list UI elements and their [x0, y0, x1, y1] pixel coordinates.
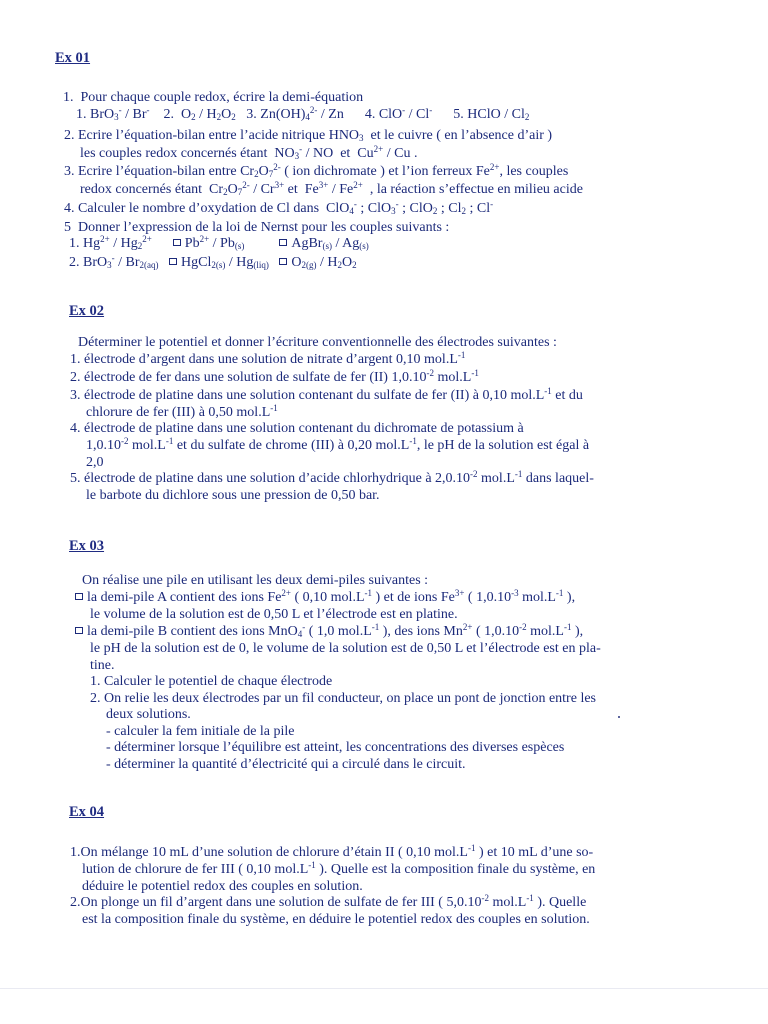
- ex02-line-1: Déterminer le potentiel et donner l’écriture conventionnelle des électrodes suivantes :: [78, 335, 557, 350]
- ex04-line-4: 2.On plonge un fil d’argent dans une solution de sulfate de fer III ( $5,0.10^{-2}$ $mol.L^{-1}$ ). Quelle: [70, 893, 587, 910]
- ex04-line-2: lution de chlorure de fer III ( 0,10 $mol.L^{-1}$ ). Quelle est la composition finale du système, en: [82, 860, 596, 877]
- ex04-heading: Ex 04: [69, 804, 105, 820]
- ex01-heading: Ex 01: [55, 50, 91, 66]
- ex02-line-6: 4. électrode de platine dans une solution contenant du dichromate de potassium à: [70, 421, 524, 436]
- ex01-line-10: 2. $BrO_3^- / Br_{2(aq)}$ HgCl$_{2(s)}$ / $Hg_{(liq)}$ $O_{2(g)} / H_2O_2$: [69, 253, 357, 270]
- bullet-icon: [75, 627, 83, 634]
- ex03-line-1: On réalise une pile en utilisant les deux demi-piles suivantes :: [82, 573, 429, 588]
- ex01-line-2: 1. BrO$_3$- / Br- 2. $O_2 / H_2O_2$ 3. $Zn(OH)_4^{2-}$ / Zn 4. ClO- / Cl- 5. HClO / $Cl_2$: [76, 105, 530, 122]
- bullet-icon: [173, 239, 181, 246]
- ex03-line-3: le volume de la solution est de 0,50 L et l’électrode est en platine.: [90, 607, 458, 622]
- ex03-line-6: tine.: [90, 658, 115, 673]
- ex01-line-7: 4. Calculer le nombre d’oxydation de Cl dans ClO$_4$- ; ClO$_3$- ; ClO$_2$ ; $Cl_2$ ; Cl-: [64, 199, 494, 216]
- ex03-line-11: - déterminer lorsque l’équilibre est atteint, les concentrations des diverses espèces: [106, 740, 565, 755]
- ex01-line-9: 1. $Hg^{2+} / Hg_2^{2+}$ $Pb^{2+} / Pb_{(s)}$ AgBr$_{(s)}$ / $Ag_{(s)}$: [69, 234, 369, 251]
- ex03-line-5: le pH de la solution est de 0, le volume de la solution est de 0,50 L et l’électrode est en pla-: [90, 641, 601, 656]
- ex02-line-2: 1. électrode d’argent dans une solution de nitrate d’argent 0,10 $mol.L^{-1}$: [70, 350, 466, 367]
- bullet-icon: [279, 258, 287, 265]
- ex01-line-5: 3. Ecrire l’équation-bilan entre $Cr_2O_7^{2-}$ ( ion dichromate ) et l’ion ferreux $Fe^{2+}$, les couples: [64, 162, 569, 179]
- ex03-line-10: - calculer la fem initiale de la pile: [106, 724, 295, 739]
- ex03-line-4: la demi-pile B contient des ions MnO$_4$- ( 1,0 $mol.L^{-1}$ ), des ions $Mn^{2+}$ ( $1,0.10^{-2}$ $mol.L^{-1}$ ),: [75, 624, 583, 640]
- ex04-line-1: 1.On mélange 10 mL d’une solution de chlorure d’étain II ( 0,10 $mol.L^{-1}$ ) et 10 mL d’une so-: [70, 843, 594, 860]
- ex02-line-4: 3. électrode de platine dans une solution contenant du sulfate de fer (II) à 0,10 $mol.L^{-1}$ et du: [70, 386, 583, 403]
- ex02-line-5: chlorure de fer (III) à 0,50 $mol.L^{-1}$: [86, 403, 278, 420]
- ex02-line-9: 5. électrode de platine dans une solution d’acide chlorhydrique à $2,0.10^{-2}$ $mol.L^{-1}$ dans laquel-: [70, 469, 594, 486]
- ex01-line-3: 2. Ecrire l’équation-bilan entre l’acide nitrique $HNO_3$ et le cuivre ( en l’absence d’air ): [64, 128, 553, 143]
- ex03-heading: Ex 03: [69, 538, 105, 554]
- ex01-line-4: les couples redox concernés étant $NO_3^-$ / NO et $Cu^{2+}$ / Cu .: [80, 144, 418, 161]
- ex01-line-1: 1. Pour chaque couple redox, écrire la demi-équation: [63, 90, 364, 105]
- ex03-line-2: la demi-pile A contient des ions $Fe^{2+}$ ( 0,10 $mol.L^{-1}$ ) et de ions $Fe^{3+}$ ( $1,0.10^{-3}$ $mol.L^{-1}$ ),: [75, 590, 575, 606]
- ex01-line-6: redox concernés étant $Cr_2O_7^{2-} / Cr^{3+}$ et $Fe^{3+} / Fe^{2+}$ , la réaction s’effectue en milieu acide: [80, 180, 583, 197]
- ex01-line-8: 5 Donner l’expression de la loi de Nernst pour les couples suivants :: [64, 220, 450, 235]
- ex04-line-3: déduire le potentiel redox des couples en solution.: [82, 879, 363, 894]
- ex02-heading: Ex 02: [69, 303, 105, 319]
- ex02-line-8: 2,0: [86, 455, 104, 470]
- ex03-line-7: 1. Calculer le potentiel de chaque électrode: [90, 674, 333, 689]
- ex02-line-3: 2. électrode de fer dans une solution de sulfate de fer (II) $1,0.10^{-2}$ $mol.L^{-1}$: [70, 368, 479, 385]
- ex04-line-5: est la composition finale du système, en déduire le potentiel redox des couples en solution.: [82, 912, 590, 927]
- ex02-line-7: $1,0.10^{-2}$ $mol.L^{-1}$ et du sulfate de chrome (III) à 0,20 $mol.L^{-1}$, le pH de la solution est égal à: [86, 436, 590, 453]
- bullet-icon: [169, 258, 177, 265]
- bullet-icon: [279, 239, 287, 246]
- ex02-line-10: le barbote du dichlore sous une pression de 0,50 bar.: [86, 488, 380, 503]
- ex03-line-9: deux solutions.: [106, 707, 191, 722]
- ex03-line-8: 2. On relie les deux électrodes par un fil conducteur, on place un pont de jonction entre les: [90, 691, 596, 706]
- bullet-icon: [75, 593, 83, 600]
- ex03-line-12: - déterminer la quantité d’électricité qui a circulé dans le circuit.: [106, 757, 466, 772]
